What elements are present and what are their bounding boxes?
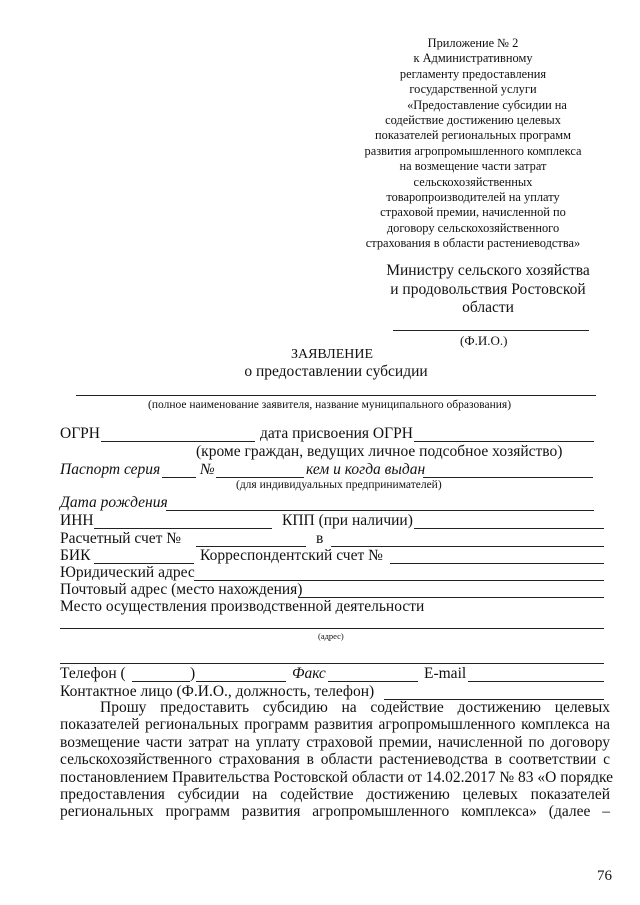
- activity-address-field-2[interactable]: [60, 663, 604, 664]
- applicant-name-line[interactable]: [76, 395, 596, 396]
- appendix-line: товаропроизводителей на уплату: [386, 190, 560, 205]
- passport-number-label: №: [200, 461, 215, 478]
- corr-account-field[interactable]: [390, 563, 604, 564]
- applicant-caption: (полное наименование заявителя, название муниципального образования): [148, 399, 512, 411]
- inn-field[interactable]: [94, 528, 272, 529]
- body-line: предоставления субсидии на содействие достижению целевых показателей: [60, 786, 610, 804]
- passport-series-field[interactable]: [162, 477, 196, 478]
- phone-close: ): [190, 665, 196, 682]
- addressee-block: [358, 262, 618, 318]
- account-in-label: в: [316, 530, 324, 547]
- document-subtitle: о предоставлении субсидии: [244, 363, 428, 380]
- body-line: возмещение части затрат на уплату страховой премии, начисленной по договору: [60, 733, 610, 751]
- corr-account-label: Корреспондентский счет №: [200, 547, 383, 564]
- except-note: (кроме граждан, ведущих личное подсобное хозяйство): [196, 443, 563, 460]
- ogrn-date-field[interactable]: [414, 441, 594, 442]
- body-line: Прошу предоставить субсидию на содействие достижению целевых: [100, 699, 610, 716]
- address-caption: (адрес): [318, 631, 344, 641]
- body-paragraph: [60, 699, 614, 821]
- postal-address-label: Почтовый адрес (место нахождения): [60, 581, 303, 598]
- ogrn-field[interactable]: [101, 441, 255, 442]
- ogrn-date-label: дата присвоения ОГРН: [260, 425, 413, 442]
- body-line: сельскохозяйственного страхования в области растениеводства в соответствии с: [60, 751, 610, 769]
- appendix-line: договору сельскохозяйственного: [386, 220, 560, 235]
- appendix-line: на возмещение части затрат: [399, 159, 547, 174]
- email-field[interactable]: [468, 681, 604, 682]
- appendix-line: страховой премии, начисленной по: [380, 205, 566, 220]
- activity-address-field[interactable]: [60, 628, 604, 629]
- passport-issued-label: кем и когда выдан: [306, 461, 426, 478]
- appendix-line: содействие достижению целевых: [385, 113, 561, 128]
- fio-caption: (Ф.И.О.): [460, 333, 508, 348]
- fax-label: Факс: [292, 665, 326, 682]
- activity-place-label: Место осуществления производственной деятельности: [60, 598, 425, 615]
- appendix-line: Приложение № 2: [427, 36, 519, 50]
- kpp-label: КПП (при наличии): [282, 512, 413, 529]
- addressee-line: области: [462, 299, 514, 316]
- phone-field[interactable]: [196, 681, 286, 682]
- appendix-line: «Предоставление субсидии на: [407, 97, 567, 112]
- inn-label: ИНН: [60, 512, 94, 529]
- body-line: региональных программ развития агропромышленного комплекса» (далее –: [60, 803, 610, 821]
- birth-date-label: Дата рождения: [60, 494, 168, 511]
- passport-issued-field[interactable]: [423, 477, 593, 478]
- appendix-line: сельскохозяйственных: [413, 174, 533, 189]
- passport-number-field[interactable]: [216, 477, 304, 478]
- ogrn-label: ОГРН: [60, 425, 100, 442]
- appendix-header: [330, 36, 616, 252]
- appendix-line: к Административному: [413, 51, 533, 66]
- fio-blank-line[interactable]: [393, 330, 589, 331]
- document-title: ЗАЯВЛЕНИЕ: [290, 347, 374, 362]
- page-number: 76: [597, 868, 612, 884]
- ip-note: (для индивидуальных предпринимателей): [236, 479, 442, 491]
- passport-series-label: Паспорт серия: [60, 461, 161, 478]
- phone-label: Телефон (: [60, 665, 126, 682]
- fax-field[interactable]: [328, 681, 418, 682]
- contact-label: Контактное лицо (Ф.И.О., должность, телефон): [60, 683, 375, 700]
- addressee-line: и продовольствия Ростовской: [390, 280, 586, 298]
- kpp-field[interactable]: [414, 528, 604, 529]
- appendix-line: государственной услуги: [409, 82, 537, 97]
- phone-code-field[interactable]: [132, 681, 190, 682]
- birth-date-field[interactable]: [166, 510, 594, 511]
- email-label: E-mail: [424, 665, 467, 682]
- appendix-line: регламенту предоставления: [399, 66, 547, 81]
- appendix-line: страхования в области растениеводства»: [365, 236, 581, 251]
- account-label: Расчетный счет №: [60, 530, 182, 547]
- bik-label: БИК: [60, 547, 91, 564]
- body-line: постановлением Правительства Ростовской области от 14.02.2017 № 83 «О порядке: [60, 768, 614, 786]
- appendix-line: развития агропромышленного комплекса: [364, 143, 582, 158]
- addressee-line: Министру сельского хозяйства: [386, 262, 590, 279]
- body-line: показателей региональных программ развития агропромышленного комплекса на: [60, 716, 610, 734]
- legal-address-label: Юридический адрес: [60, 564, 195, 581]
- appendix-line: показателей региональных программ: [375, 128, 571, 143]
